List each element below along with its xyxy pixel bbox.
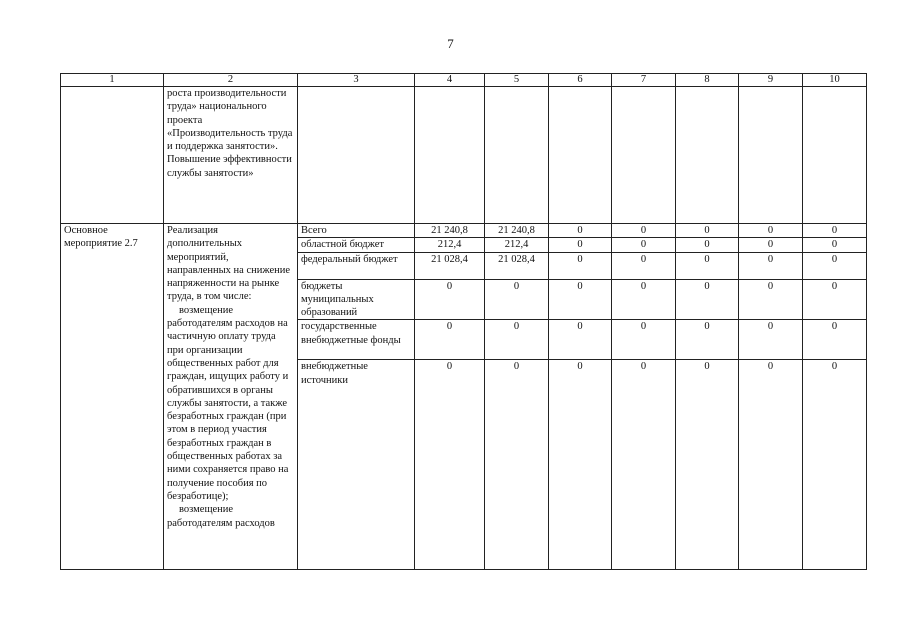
source-name: внебюджетные источники bbox=[298, 360, 415, 570]
description-intro: Реализация дополнительных мероприятий, направленных на снижение напряженности на рынке труда, в том числе: bbox=[167, 225, 291, 303]
value-cell: 0 bbox=[803, 320, 867, 360]
value-cell: 0 bbox=[739, 238, 803, 252]
continuation-row bbox=[61, 87, 867, 224]
table-cell bbox=[739, 87, 803, 224]
value-cell: 0 bbox=[803, 279, 867, 320]
value-cell: 0 bbox=[485, 279, 549, 320]
value-cell: 0 bbox=[739, 279, 803, 320]
column-header: 9 bbox=[739, 74, 803, 87]
value-cell: 0 bbox=[612, 360, 676, 570]
source-name: федеральный бюджет bbox=[298, 252, 415, 279]
table-cell bbox=[415, 87, 485, 224]
value-cell: 0 bbox=[676, 238, 739, 252]
value-cell: 0 bbox=[415, 360, 485, 570]
value-cell: 21 240,8 bbox=[415, 224, 485, 238]
value-cell: 0 bbox=[485, 320, 549, 360]
value-cell: 0 bbox=[803, 360, 867, 570]
measure-description bbox=[164, 224, 298, 570]
table-cell bbox=[549, 87, 612, 224]
value-cell: 0 bbox=[676, 360, 739, 570]
column-header: 2 bbox=[164, 74, 298, 87]
value-cell: 0 bbox=[549, 320, 612, 360]
value-cell: 0 bbox=[739, 224, 803, 238]
value-cell: 0 bbox=[549, 252, 612, 279]
funding-table bbox=[60, 73, 867, 570]
description-item: возмещение работодателям расходов bbox=[167, 504, 275, 529]
value-cell: 0 bbox=[739, 252, 803, 279]
value-cell: 21 240,8 bbox=[485, 224, 549, 238]
column-header: 6 bbox=[549, 74, 612, 87]
value-cell: 0 bbox=[612, 252, 676, 279]
value-cell: 0 bbox=[549, 360, 612, 570]
value-cell: 212,4 bbox=[485, 238, 549, 252]
source-name: государственные внебюджетные фонды bbox=[298, 320, 415, 360]
column-header: 4 bbox=[415, 74, 485, 87]
source-name: Всего bbox=[298, 224, 415, 238]
measure-title: Основное мероприятие 2.7 bbox=[61, 224, 164, 570]
value-cell: 0 bbox=[612, 320, 676, 360]
table-cell bbox=[676, 87, 739, 224]
value-cell: 0 bbox=[415, 320, 485, 360]
value-cell: 212,4 bbox=[415, 238, 485, 252]
value-cell: 0 bbox=[803, 252, 867, 279]
table-cell bbox=[61, 87, 164, 224]
description-item: возмещение работодателям расходов на частичную оплату труда при организации общественных работ для граждан, ищущих работу и обратившихся в органы службы занятости, а также безработных граждан (при этом в период участия безработных граждан в общественных работах за ними сохраняется право на получение пособия по безработице); bbox=[167, 304, 289, 502]
value-cell: 0 bbox=[676, 279, 739, 320]
value-cell: 0 bbox=[415, 279, 485, 320]
value-cell: 21 028,4 bbox=[485, 252, 549, 279]
table-row bbox=[61, 224, 867, 238]
column-header: 10 bbox=[803, 74, 867, 87]
column-header: 1 bbox=[61, 74, 164, 87]
value-cell: 0 bbox=[676, 252, 739, 279]
value-cell: 0 bbox=[676, 224, 739, 238]
value-cell: 0 bbox=[549, 238, 612, 252]
table-cell bbox=[298, 87, 415, 224]
value-cell: 21 028,4 bbox=[415, 252, 485, 279]
column-header: 3 bbox=[298, 74, 415, 87]
header-row bbox=[61, 74, 867, 87]
column-header: 7 bbox=[612, 74, 676, 87]
table-cell bbox=[485, 87, 549, 224]
source-name: областной бюджет bbox=[298, 238, 415, 252]
column-header: 5 bbox=[485, 74, 549, 87]
value-cell: 0 bbox=[549, 224, 612, 238]
column-header: 8 bbox=[676, 74, 739, 87]
value-cell: 0 bbox=[612, 279, 676, 320]
page-number: 7 bbox=[447, 36, 454, 51]
source-name: бюджеты муниципальных образований bbox=[298, 279, 415, 320]
value-cell: 0 bbox=[612, 238, 676, 252]
value-cell: 0 bbox=[612, 224, 676, 238]
value-cell: 0 bbox=[803, 238, 867, 252]
table-cell bbox=[803, 87, 867, 224]
table-cell bbox=[612, 87, 676, 224]
value-cell: 0 bbox=[803, 224, 867, 238]
continuation-text: роста производительности труда» национального проекта «Производительность труда и поддержка занятости». Повышение эффективности службы занятости» bbox=[164, 87, 298, 224]
value-cell: 0 bbox=[676, 320, 739, 360]
value-cell: 0 bbox=[739, 360, 803, 570]
value-cell: 0 bbox=[485, 360, 549, 570]
value-cell: 0 bbox=[739, 320, 803, 360]
value-cell: 0 bbox=[549, 279, 612, 320]
